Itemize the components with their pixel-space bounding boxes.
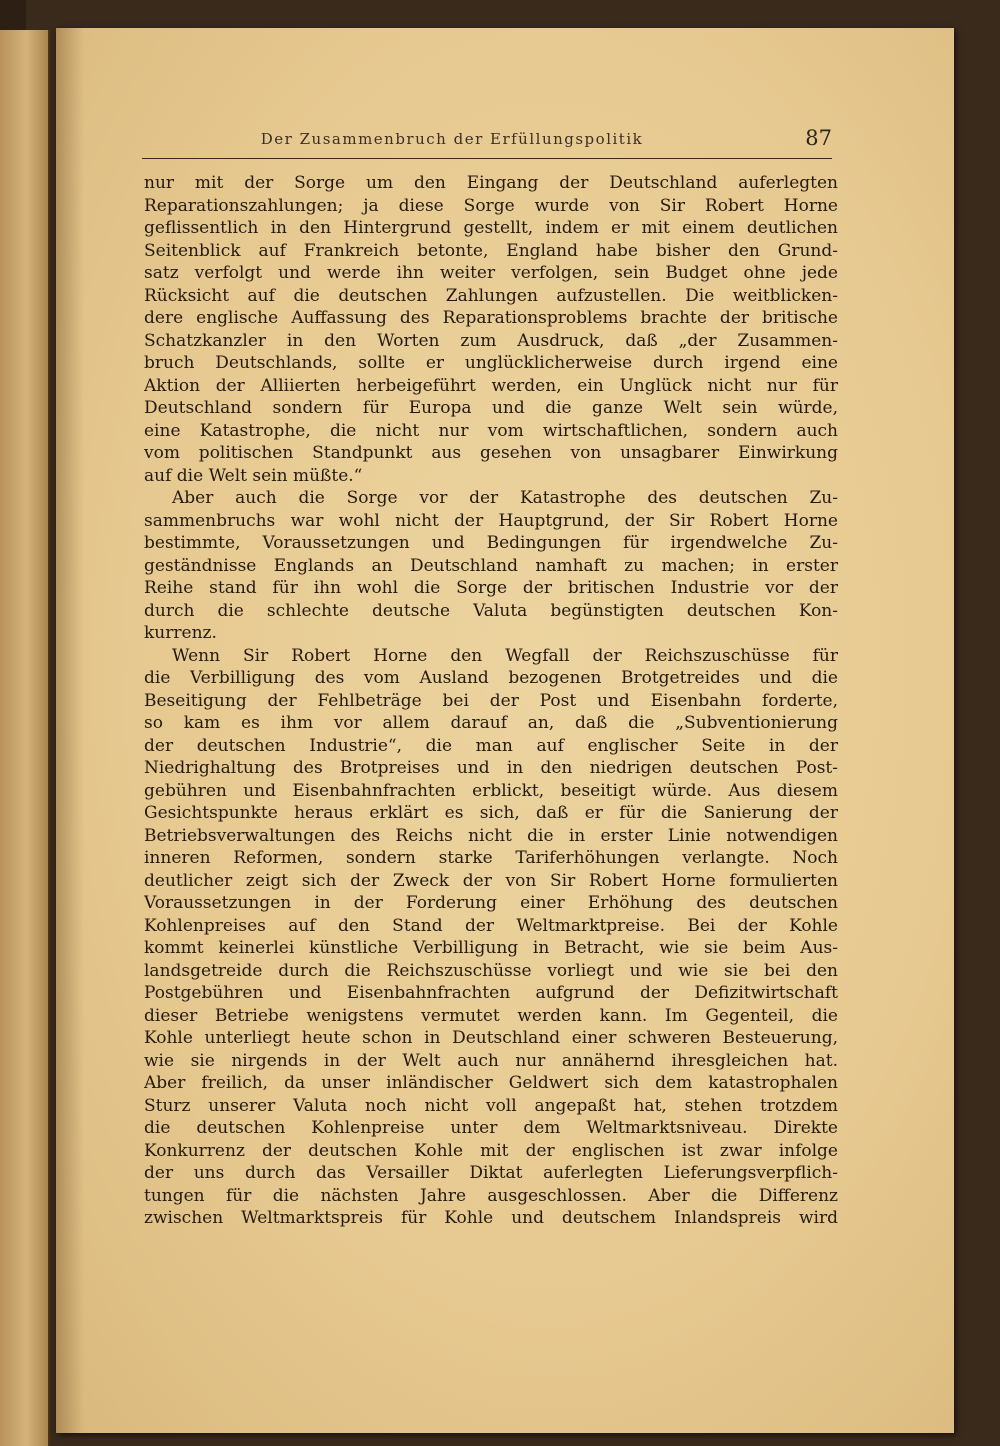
text-line: der deutschen Industrie“, die man auf englischer Seite in der (144, 735, 838, 756)
text-line: vom politischen Standpunkt aus gesehen von unsagbarer Einwirkung (144, 443, 838, 463)
text-line: Aktion der Alliierten herbeigeführt werden, ein Unglück nicht nur für (144, 375, 838, 396)
text-line: sammenbruchs war wohl nicht der Hauptgrund, der Sir Robert Horne (144, 510, 838, 531)
text-line: der uns durch das Versailler Diktat auferlegten Lieferungsverpflich- (144, 1163, 838, 1183)
text-line: Rücksicht auf die deutschen Zahlungen aufzustellen. Die weitblicken- (144, 285, 838, 306)
text-line: Deutschland sondern für Europa und die ganze Welt sein würde, (144, 398, 838, 418)
text-line: Konkurrenz der deutschen Kohle mit der englischen ist zwar infolge (144, 1140, 838, 1161)
text-line: gebühren und Eisenbahnfrachten erblickt, beseitigt würde. Aus diesem (144, 780, 838, 801)
text-line: Wenn Sir Robert Horne den Wegfall der Reichszuschüsse für (172, 645, 838, 666)
running-title: Der Zusammenbruch der Erfüllungspolitik (260, 130, 644, 148)
text-line: geflissentlich in den Hintergrund gestellt, indem er mit einem deutlichen (144, 218, 838, 238)
text-line: die deutschen Kohlenpreise unter dem Weltmarktsniveau. Direkte (144, 1118, 838, 1138)
text-line: Niedrighaltung des Brotpreises und in den niedrigen deutschen Post- (144, 758, 838, 778)
text-line: Betriebsverwaltungen des Reichs nicht die in erster Linie notwendigen (144, 825, 838, 846)
text-line: landsgetreide durch die Reichszuschüsse vorliegt und wie sie bei den (144, 960, 838, 981)
text-line: Aber freilich, da unser inländischer Geldwert sich dem katastrophalen (144, 1073, 838, 1093)
text-line: geständnisse Englands an Deutschland namhaft zu machen; in erster (144, 555, 838, 576)
previous-page-edge (0, 30, 50, 1446)
text-line: eine Katastrophe, die nicht nur vom wirtschaftlichen, sondern auch (144, 420, 838, 441)
text-line: inneren Reformen, sondern starke Tariferhöhungen verlangte. Noch (144, 848, 838, 868)
text-line: Reihe stand für ihn wohl die Sorge der britischen Industrie vor der (144, 578, 838, 598)
book-page (56, 28, 954, 1433)
text-line: kommt keinerlei künstliche Verbilligung in Betracht, wie sie beim Aus- (144, 938, 838, 958)
page-number: 87 (805, 126, 832, 150)
text-line: die Verbilligung des vom Ausland bezogenen Brotgetreides und die (144, 668, 838, 688)
text-line: kurrenz. (144, 623, 217, 643)
text-line: Gesichtspunkte heraus erklärt es sich, daß er für die Sanierung der (144, 803, 838, 823)
text-line: Voraussetzungen in der Forderung einer Erhöhung des deutschen (144, 893, 838, 913)
text-line: Schatzkanzler in den Worten zum Ausdruck, daß „der Zusammen- (144, 330, 838, 351)
text-line: dieser Betriebe wenigstens vermutet werden kann. Im Gegenteil, die (144, 1005, 838, 1026)
text-line: zwischen Weltmarktspreis für Kohle und deutschem Inlandspreis wird (144, 1208, 838, 1228)
text-line: dere englische Auffassung des Reparationsproblems brachte der britische (144, 308, 838, 328)
text-line: bruch Deutschlands, sollte er unglücklicherweise durch irgend eine (144, 353, 838, 373)
text-line: Seitenblick auf Frankreich betonte, England habe bisher den Grund- (144, 240, 838, 261)
text-line: nur mit der Sorge um den Eingang der Deutschland auferlegten (144, 173, 838, 193)
text-line: Kohle unterliegt heute schon in Deutschland einer schweren Besteuerung, (144, 1028, 838, 1048)
text-line: Sturz unserer Valuta noch nicht voll angepaßt hat, stehen trotzdem (144, 1095, 838, 1116)
text-line: so kam es ihm vor allem darauf an, daß die „Subventionierung (144, 713, 838, 733)
body-text (144, 172, 838, 1230)
text-line: deutlicher zeigt sich der Zweck der von Sir Robert Horne formulierten (144, 870, 838, 891)
text-line: Kohlenpreises auf den Stand der Weltmarktpreise. Bei der Kohle (144, 915, 838, 936)
text-line: Reparationszahlungen; ja diese Sorge wurde von Sir Robert Horne (144, 195, 838, 216)
text-line: auf die Welt sein müßte.“ (144, 465, 363, 486)
text-line: durch die schlechte deutsche Valuta begünstigten deutschen Kon- (144, 600, 838, 621)
text-line: tungen für die nächsten Jahre ausgeschlossen. Aber die Differenz (144, 1185, 838, 1206)
text-line: wie sie nirgends in der Welt auch nur annähernd ihresgleichen hat. (144, 1050, 838, 1071)
text-line: satz verfolgt und werde ihn weiter verfolgen, sein Budget ohne jede (144, 263, 838, 283)
text-line: Aber auch die Sorge vor der Katastrophe des deutschen Zu- (172, 488, 838, 508)
text-line: Beseitigung der Fehlbeträge bei der Post und Eisenbahn forderte, (144, 690, 838, 711)
page-header (142, 128, 832, 159)
text-line: Postgebühren und Eisenbahnfrachten aufgrund der Defizitwirtschaft (144, 983, 838, 1003)
text-line: bestimmte, Voraussetzungen und Bedingungen für irgendwelche Zu- (144, 533, 838, 553)
